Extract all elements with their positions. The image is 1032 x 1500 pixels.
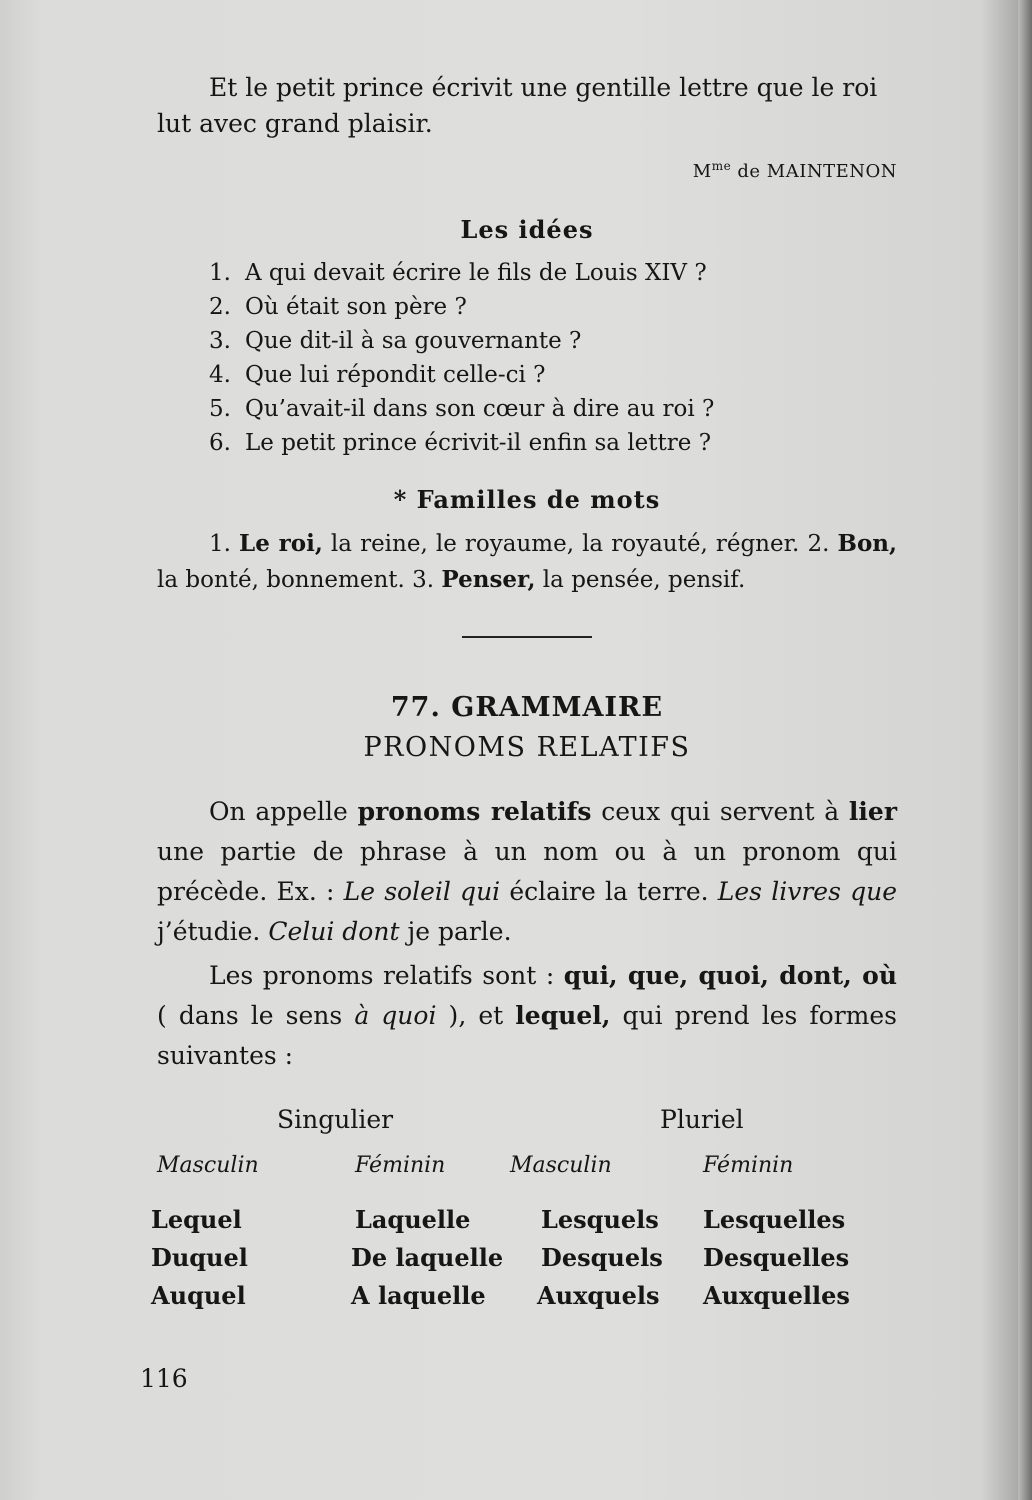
section-divider xyxy=(462,636,592,638)
column-header: Masculin xyxy=(157,1153,259,1178)
list-paragraph: Les pronoms relatifs sont : qui, que, quoi, dont, où ( dans le sens à quoi ), et lequel, qui prend les formes suivantes : xyxy=(157,961,898,1070)
table-row xyxy=(151,1240,897,1278)
page-content xyxy=(151,70,898,1332)
attribution: $M^{me}$ de MAINTENON xyxy=(692,159,897,182)
table-cell: Auquel xyxy=(151,1281,246,1310)
list-item: 5. Qu’avait-il dans son cœur à dire au roi ? xyxy=(209,396,715,422)
plural-heading: Pluriel xyxy=(660,1105,744,1134)
table-cell: Auxquelles xyxy=(703,1281,850,1310)
list-item: 2. Où était son père ? xyxy=(209,294,467,320)
table-cell: Duquel xyxy=(151,1243,248,1272)
ideas-heading: Les idées xyxy=(460,215,594,244)
story-paragraph: Et le petit prince écrivit une gentille lettre que le roi lut avec grand plaisir. xyxy=(157,73,878,138)
table-cell: Desquelles xyxy=(703,1243,850,1272)
list-item: 4. Que lui répondit celle-ci ? xyxy=(209,362,546,388)
lesson-title: PRONOMS RELATIFS xyxy=(363,732,691,763)
table-row xyxy=(151,1278,897,1316)
families-paragraph: 1. Le roi, la reine, le royaume, la royauté, régner. 2. Bon, la bonté, bonnement. 3. Penser, la pensée, pensif. xyxy=(157,530,898,593)
list-item: 1. A qui devait écrire le fils de Louis XIV ? xyxy=(209,260,707,286)
page-number: 116 xyxy=(140,1364,188,1393)
page-edge-shadow xyxy=(1018,0,1032,1500)
table-cell: Lesquelles xyxy=(703,1205,846,1234)
table-cell: Lequel xyxy=(151,1205,242,1234)
lesson-number: 77. GRAMMAIRE xyxy=(390,692,664,723)
list-item: 6. Le petit prince écrivit-il enfin sa lettre ? xyxy=(209,430,712,456)
column-header: Féminin xyxy=(703,1153,794,1178)
column-header: Féminin xyxy=(355,1153,446,1178)
table-row xyxy=(151,1202,897,1240)
definition-paragraph: On appelle pronoms relatifs ceux qui servent à lier une partie de phrase à un nom ou à un pronom qui précède. Ex. : Le soleil qui éclaire la terre. Les livres que j’étudie. Celui dont je parle. xyxy=(157,797,897,946)
table-cell: Lesquels xyxy=(541,1205,659,1234)
column-header: Masculin xyxy=(510,1153,612,1178)
table-cell: De laquelle xyxy=(351,1243,504,1272)
ideas-list xyxy=(157,256,897,460)
table-cell: Auxquels xyxy=(537,1281,660,1310)
families-heading: * Familles de mots xyxy=(393,485,661,514)
relative-pronoun-forms xyxy=(151,1202,897,1332)
table-cell: Desquels xyxy=(541,1243,663,1272)
gender-headings xyxy=(157,1144,897,1192)
singular-heading: Singulier xyxy=(277,1105,394,1134)
table-cell: Laquelle xyxy=(355,1205,471,1234)
list-item: 3. Que dit-il à sa gouvernante ? xyxy=(209,328,582,354)
number-headings xyxy=(157,1096,897,1144)
table-cell: A laquelle xyxy=(351,1281,486,1310)
